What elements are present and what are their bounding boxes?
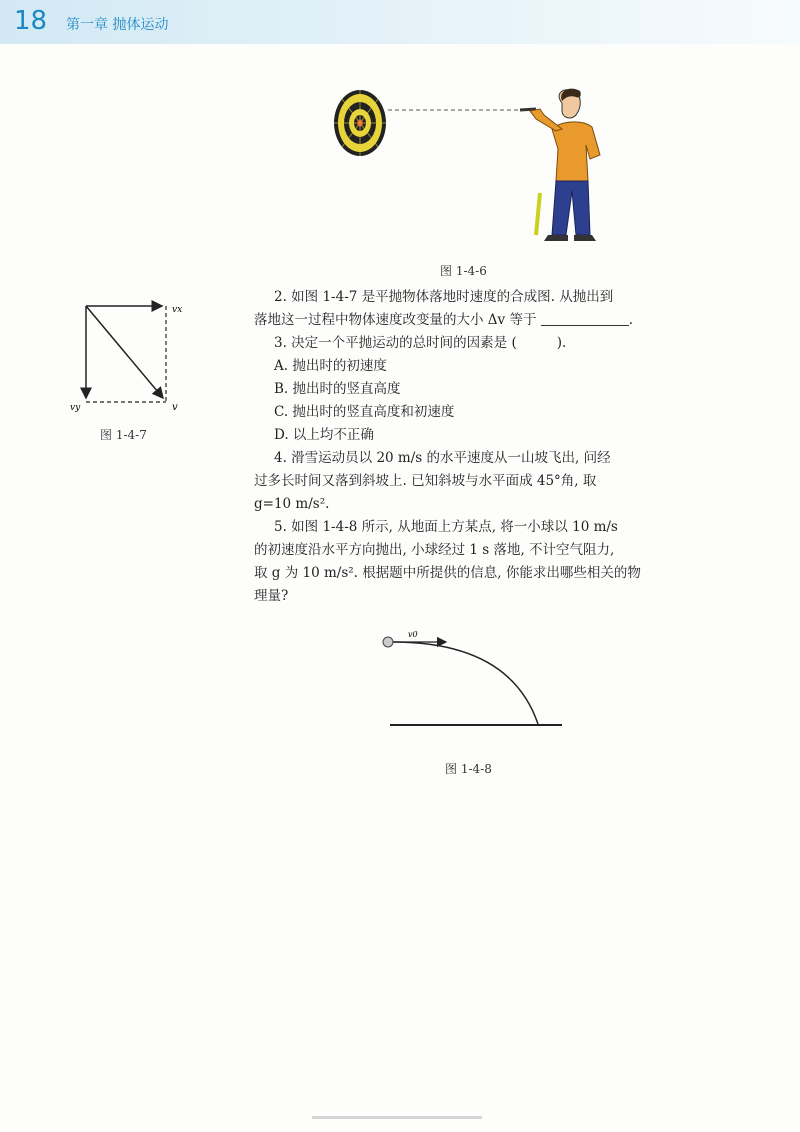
q4-line3: g=10 m/s².: [254, 496, 330, 512]
chapter-title: 第一章 抛体运动: [66, 17, 169, 33]
q2-line2: [254, 309, 633, 332]
vx-label: vx: [172, 305, 183, 315]
ball: [383, 637, 393, 647]
q4-line1: 4. 滑雪运动员以 20 m/s 的水平速度从一山坡飞出, 问经: [274, 450, 611, 466]
vy-label: vy: [70, 403, 81, 413]
footer-mark: [312, 1116, 482, 1119]
q3-stem: [274, 332, 566, 355]
answer-blank: [541, 311, 629, 326]
q2-line2-text: 落地这一过程中物体速度改变量的大小 Δv 等于: [254, 312, 537, 328]
v0-label: v0: [408, 630, 418, 639]
figure-1-4-8: [380, 628, 565, 733]
trajectory-curve: [393, 642, 538, 724]
figure-1-4-6: [330, 85, 610, 245]
q3-option-c: C. 抛出时的竖直高度和初速度: [274, 404, 455, 420]
figure-1-4-7-label: 图 1-4-7: [100, 428, 147, 442]
figure-1-4-8-label: 图 1-4-8: [445, 762, 492, 776]
q5-line3: 取 g 为 10 m/s². 根据题中所提供的信息, 你能求出哪些相关的物: [254, 565, 641, 581]
q5-line2: 的初速度沿水平方向抛出, 小球经过 1 s 落地, 不计空气阻力,: [254, 542, 615, 558]
q2-line2-end: .: [628, 312, 634, 328]
q3-stem-b: ).: [556, 335, 567, 351]
q3-stem-a: 3. 决定一个平抛运动的总时间的因素是 (: [274, 335, 517, 351]
v-arrow: [86, 306, 163, 398]
q4-line2: 过多长时间又落到斜坡上. 已知斜坡与水平面成 45°角, 取: [254, 473, 597, 489]
v-label: v: [172, 402, 178, 413]
figure-1-4-7: [70, 300, 200, 415]
thrower-person: [520, 89, 600, 241]
q3-option-b: B. 抛出时的竖直高度: [274, 381, 401, 397]
q3-option-a: A. 抛出时的初速度: [274, 358, 387, 374]
q5-line4: 理量?: [254, 588, 289, 604]
q5-line1: 5. 如图 1-4-8 所示, 从地面上方某点, 将一小球以 10 m/s: [274, 519, 618, 535]
dartboard: [334, 90, 386, 156]
q3-option-d: D. 以上均不正确: [274, 427, 374, 443]
q2-line1: 2. 如图 1-4-7 是平抛物体落地时速度的合成图. 从抛出到: [274, 289, 614, 305]
page-number: 18: [14, 6, 48, 36]
figure-1-4-6-label: 图 1-4-6: [440, 264, 487, 278]
